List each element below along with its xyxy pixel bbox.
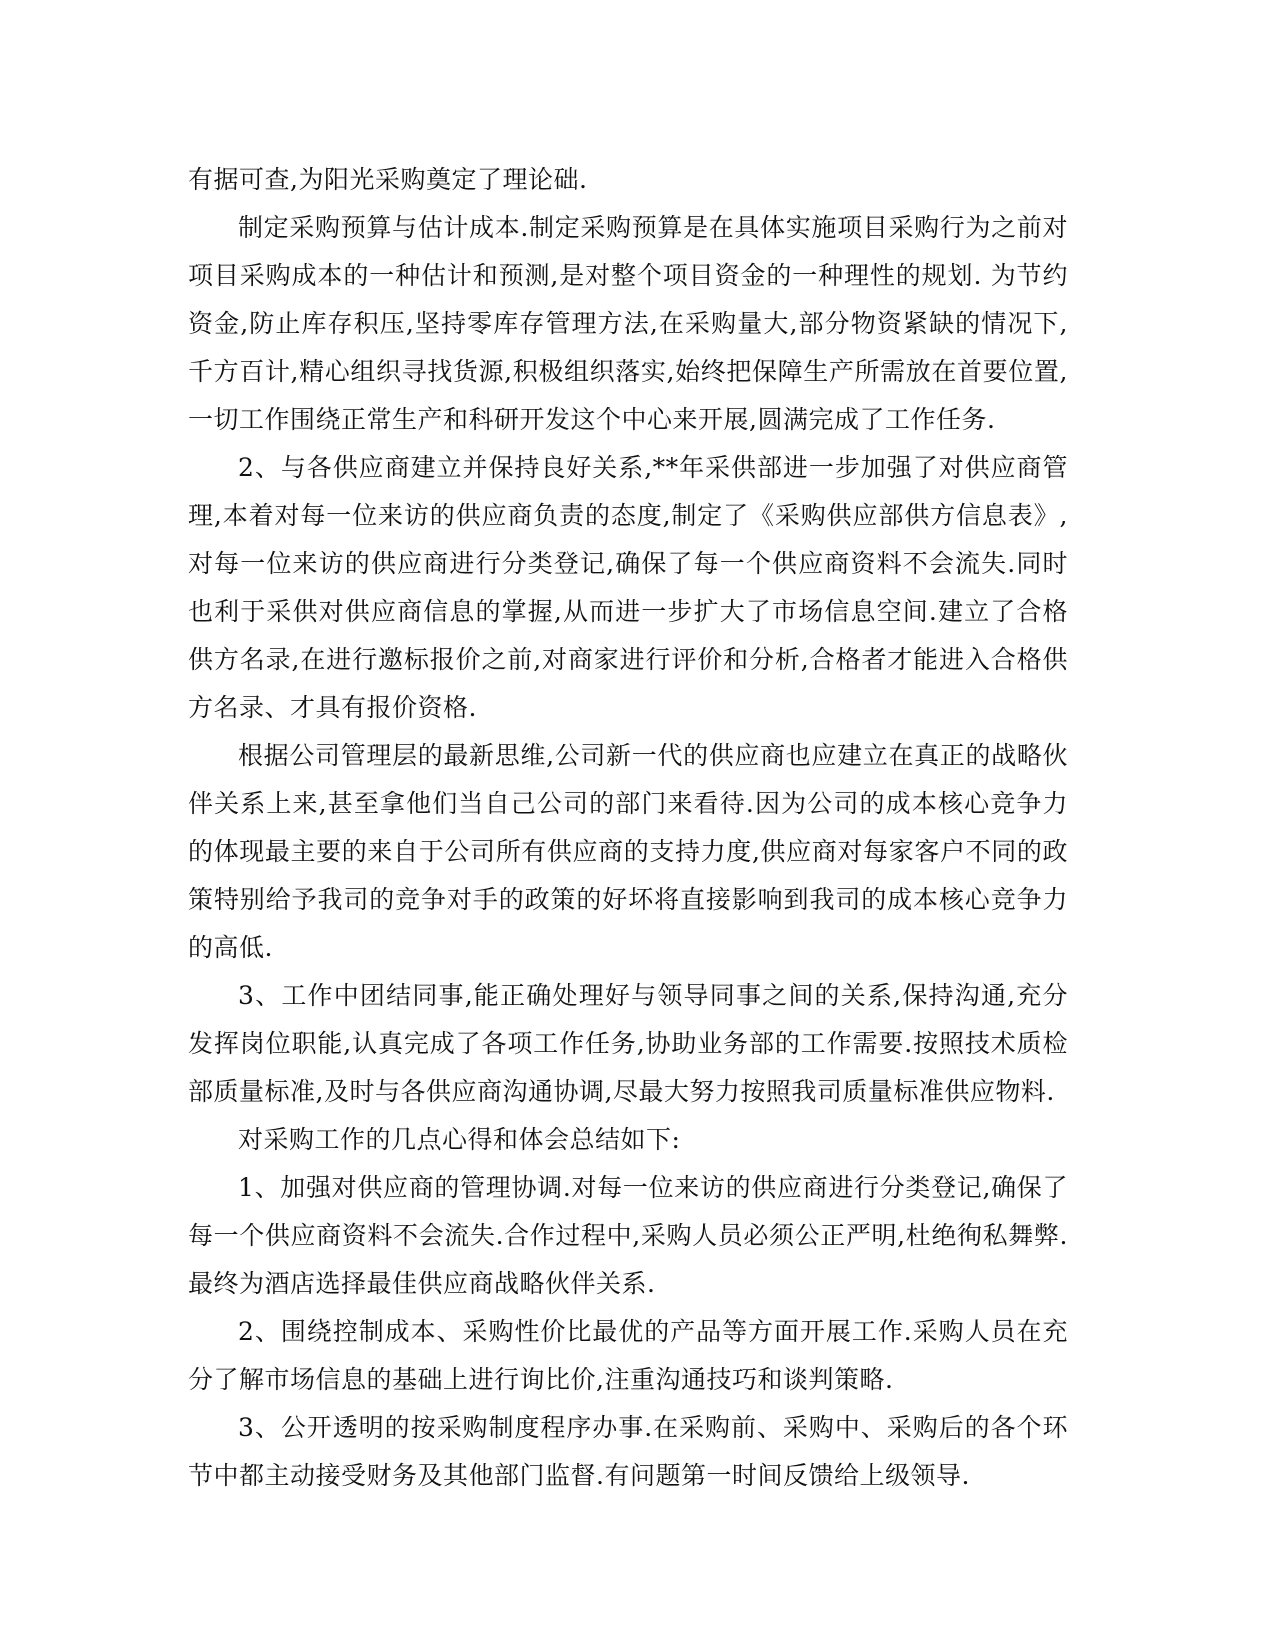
document-body	[188, 156, 1068, 1500]
paragraph-point-2: 2、围绕控制成本、采购性价比最优的产品等方面开展工作.采购人员在充分了解市场信息的基础上进行询比价,注重沟通技巧和谈判策略.	[188, 1317, 1068, 1394]
paragraph-teamwork: 3、工作中团结同事,能正确处理好与领导同事之间的关系,保持沟通,充分发挥岗位职能,认真完成了各项工作任务,协助业务部的工作需要.按照技术质检部质量标准,及时与各供应商沟通协调,尽最大努力按照我司质量标准供应物料.	[188, 981, 1068, 1106]
paragraph-supplier-relations: 2、与各供应商建立并保持良好关系,**年采供部进一步加强了对供应商管理,本着对每一位来访的供应商负责的态度,制定了《采购供应部供方信息表》,对每一位来访的供应商进行分类登记,确保了每一个供应商资料不会流失.同时也利于采供对供应商信息的掌握,从而进一步扩大了市场信息空间.建立了合格供方名录,在进行邀标报价之前,对商家进行评价和分析,合格者才能进入合格供方名录、才具有报价资格.	[188, 453, 1068, 722]
paragraph-strategic-partners: 根据公司管理层的最新思维,公司新一代的供应商也应建立在真正的战略伙伴关系上来,甚至拿他们当自己公司的部门来看待.因为公司的成本核心竞争力的体现最主要的来自于公司所有供应商的支持力度,供应商对每家客户不同的政策特别给予我司的竞争对手的政策的好坏将直接影响到我司的成本核心竞争力的高低.	[188, 741, 1068, 962]
paragraph-budget: 制定采购预算与估计成本.制定采购预算是在具体实施项目采购行为之前对项目采购成本的一种估计和预测,是对整个项目资金的一种理性的规划. 为节约资金,防止库存积压,坚持零库存管理方法,在采购量大,部分物资紧缺的情况下,千方百计,精心组织寻找货源,积极组织落实,始终把保障生产所需放在首要位置,一切工作围绕正常生产和科研开发这个中心来开展,圆满完成了工作任务.	[188, 213, 1068, 434]
paragraph-point-1: 1、加强对供应商的管理协调.对每一位来访的供应商进行分类登记,确保了每一个供应商资料不会流失.合作过程中,采购人员必须公正严明,杜绝徇私舞弊.最终为酒店选择最佳供应商战略伙伴关系.	[188, 1173, 1068, 1298]
paragraph-point-3: 3、公开透明的按采购制度程序办事.在采购前、采购中、采购后的各个环节中都主动接受财务及其他部门监督.有问题第一时间反馈给上级领导.	[188, 1413, 1068, 1490]
paragraph-continuation: 有据可查,为阳光采购奠定了理论础.	[188, 165, 588, 194]
paragraph-summary-intro: 对采购工作的几点心得和体会总结如下:	[238, 1125, 681, 1154]
